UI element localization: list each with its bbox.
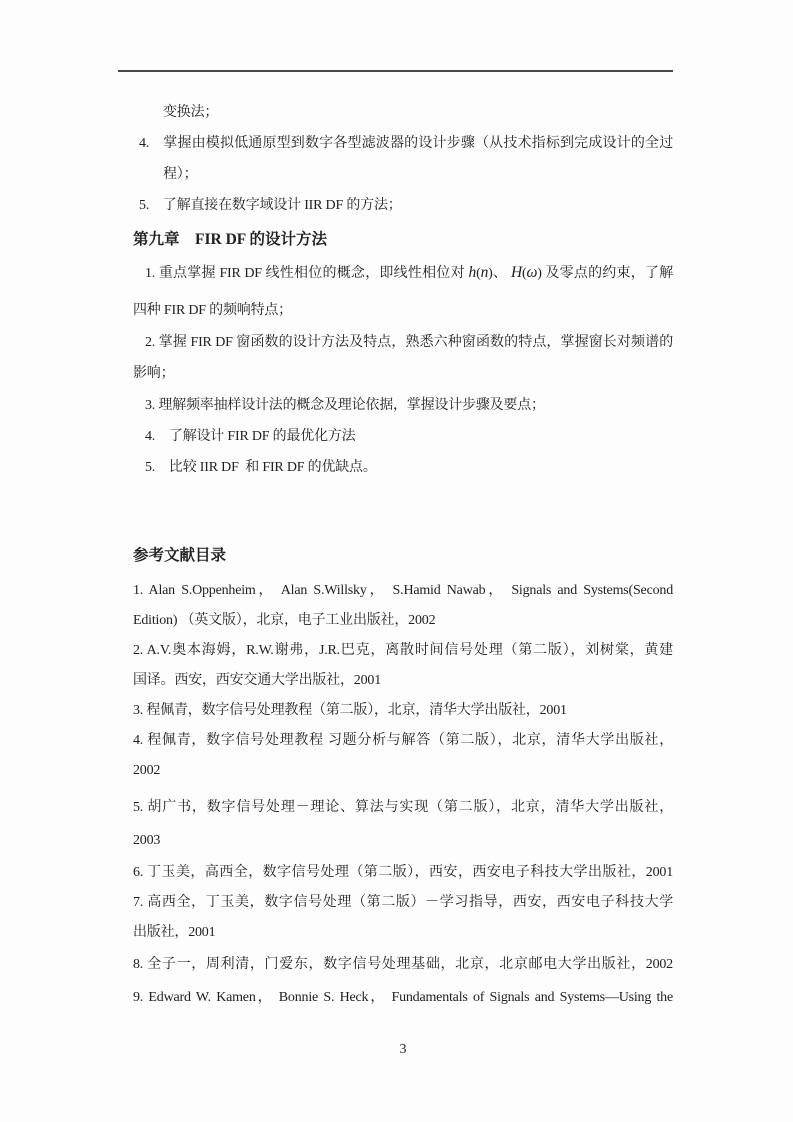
prev-chapter-item-3-continuation: 变换法；: [163, 105, 219, 120]
ch9-item-1-continuation: 四种 FIR DF 的频响特点；: [133, 303, 292, 318]
ch9-item-1: 1. 重点掌握 FIR DF 线性相位的概念，即线性相位对 h(n)、 H(ω) 及零点的约束，了解: [145, 264, 674, 281]
ch9-item-4: 4. 了解设计 FIR DF 的最优化方法: [145, 429, 356, 444]
reference-7: 7. 高西全，丁玉美，数字信号处理（第二版）－学习指导，西安，西安电子科技大学: [133, 895, 673, 910]
prev-chapter-item-4: 4. 掌握由模拟低通原型到数字各型滤波器的设计步骤（从技术指标到完成设计的全过: [139, 136, 673, 151]
reference-6: 6. 丁玉美，高西全，数字信号处理（第二版），西安，西安电子科技大学出版社，2001: [133, 865, 673, 880]
header-rule: [118, 70, 673, 72]
reference-1-continuation: Edition) （英文版），北京，电子工业出版社，2002: [133, 613, 436, 628]
math-symbol: n: [480, 264, 489, 281]
reference-5: 5. 胡广书，数字信号处理－理论、算法与实现（第二版），北京，清华大学出版社，: [133, 800, 673, 815]
math-symbol: ω: [526, 264, 538, 281]
reference-8: 8. 全子一，周利清，门爱东，数字信号处理基础，北京，北京邮电大学出版社，2002: [133, 957, 673, 972]
prev-chapter-item-4-continuation: 程）；: [163, 167, 198, 182]
chapter-9-heading: 第九章 FIR DF 的设计方法: [133, 231, 328, 248]
reference-2: 2. A.V.奥本海姆，R.W.谢弗，J.R.巴克，离散时间信号处理（第二版），刘树棠，黄建: [133, 643, 673, 658]
reference-4-continuation: 2002: [133, 763, 161, 778]
reference-7-continuation: 出版社，2001: [133, 925, 216, 940]
reference-1: 1. Alan S.Oppenheim， Alan S.Willsky， S.Hamid Nawab， Signals and Systems(Second: [133, 583, 673, 598]
math-symbol: h: [468, 264, 477, 281]
reference-5-continuation: 2003: [133, 833, 161, 848]
math-symbol: H: [510, 264, 522, 281]
ch9-item-2: 2. 掌握 FIR DF 窗函数的设计方法及特点，熟悉六种窗函数的特点，掌握窗长对频谱的: [145, 335, 673, 350]
ch9-item-2-continuation: 影响；: [133, 366, 175, 381]
reference-2-continuation: 国译。西安，西安交通大学出版社，2001: [133, 673, 381, 688]
references-heading: 参考文献目录: [133, 547, 227, 564]
page-number: 3: [399, 1042, 407, 1057]
reference-4: 4. 程佩青，数字信号处理教程 习题分析与解答（第二版），北京，清华大学出版社，: [133, 733, 673, 748]
ch9-item-3: 3. 理解频率抽样设计法的概念及理论依据，掌握设计步骤及要点；: [145, 398, 545, 413]
prev-chapter-item-5: 5. 了解直接在数字域设计 IIR DF 的方法；: [139, 198, 402, 213]
reference-9: 9. Edward W. Kamen， Bonnie S. Heck， Fundamentals of Signals and Systems—Using the: [133, 990, 673, 1005]
ch9-item-5: 5. 比较 IIR DF 和 FIR DF 的优缺点。: [145, 460, 377, 475]
reference-3: 3. 程佩青，数字信号处理教程（第二版），北京，清华大学出版社，2001: [133, 703, 567, 718]
